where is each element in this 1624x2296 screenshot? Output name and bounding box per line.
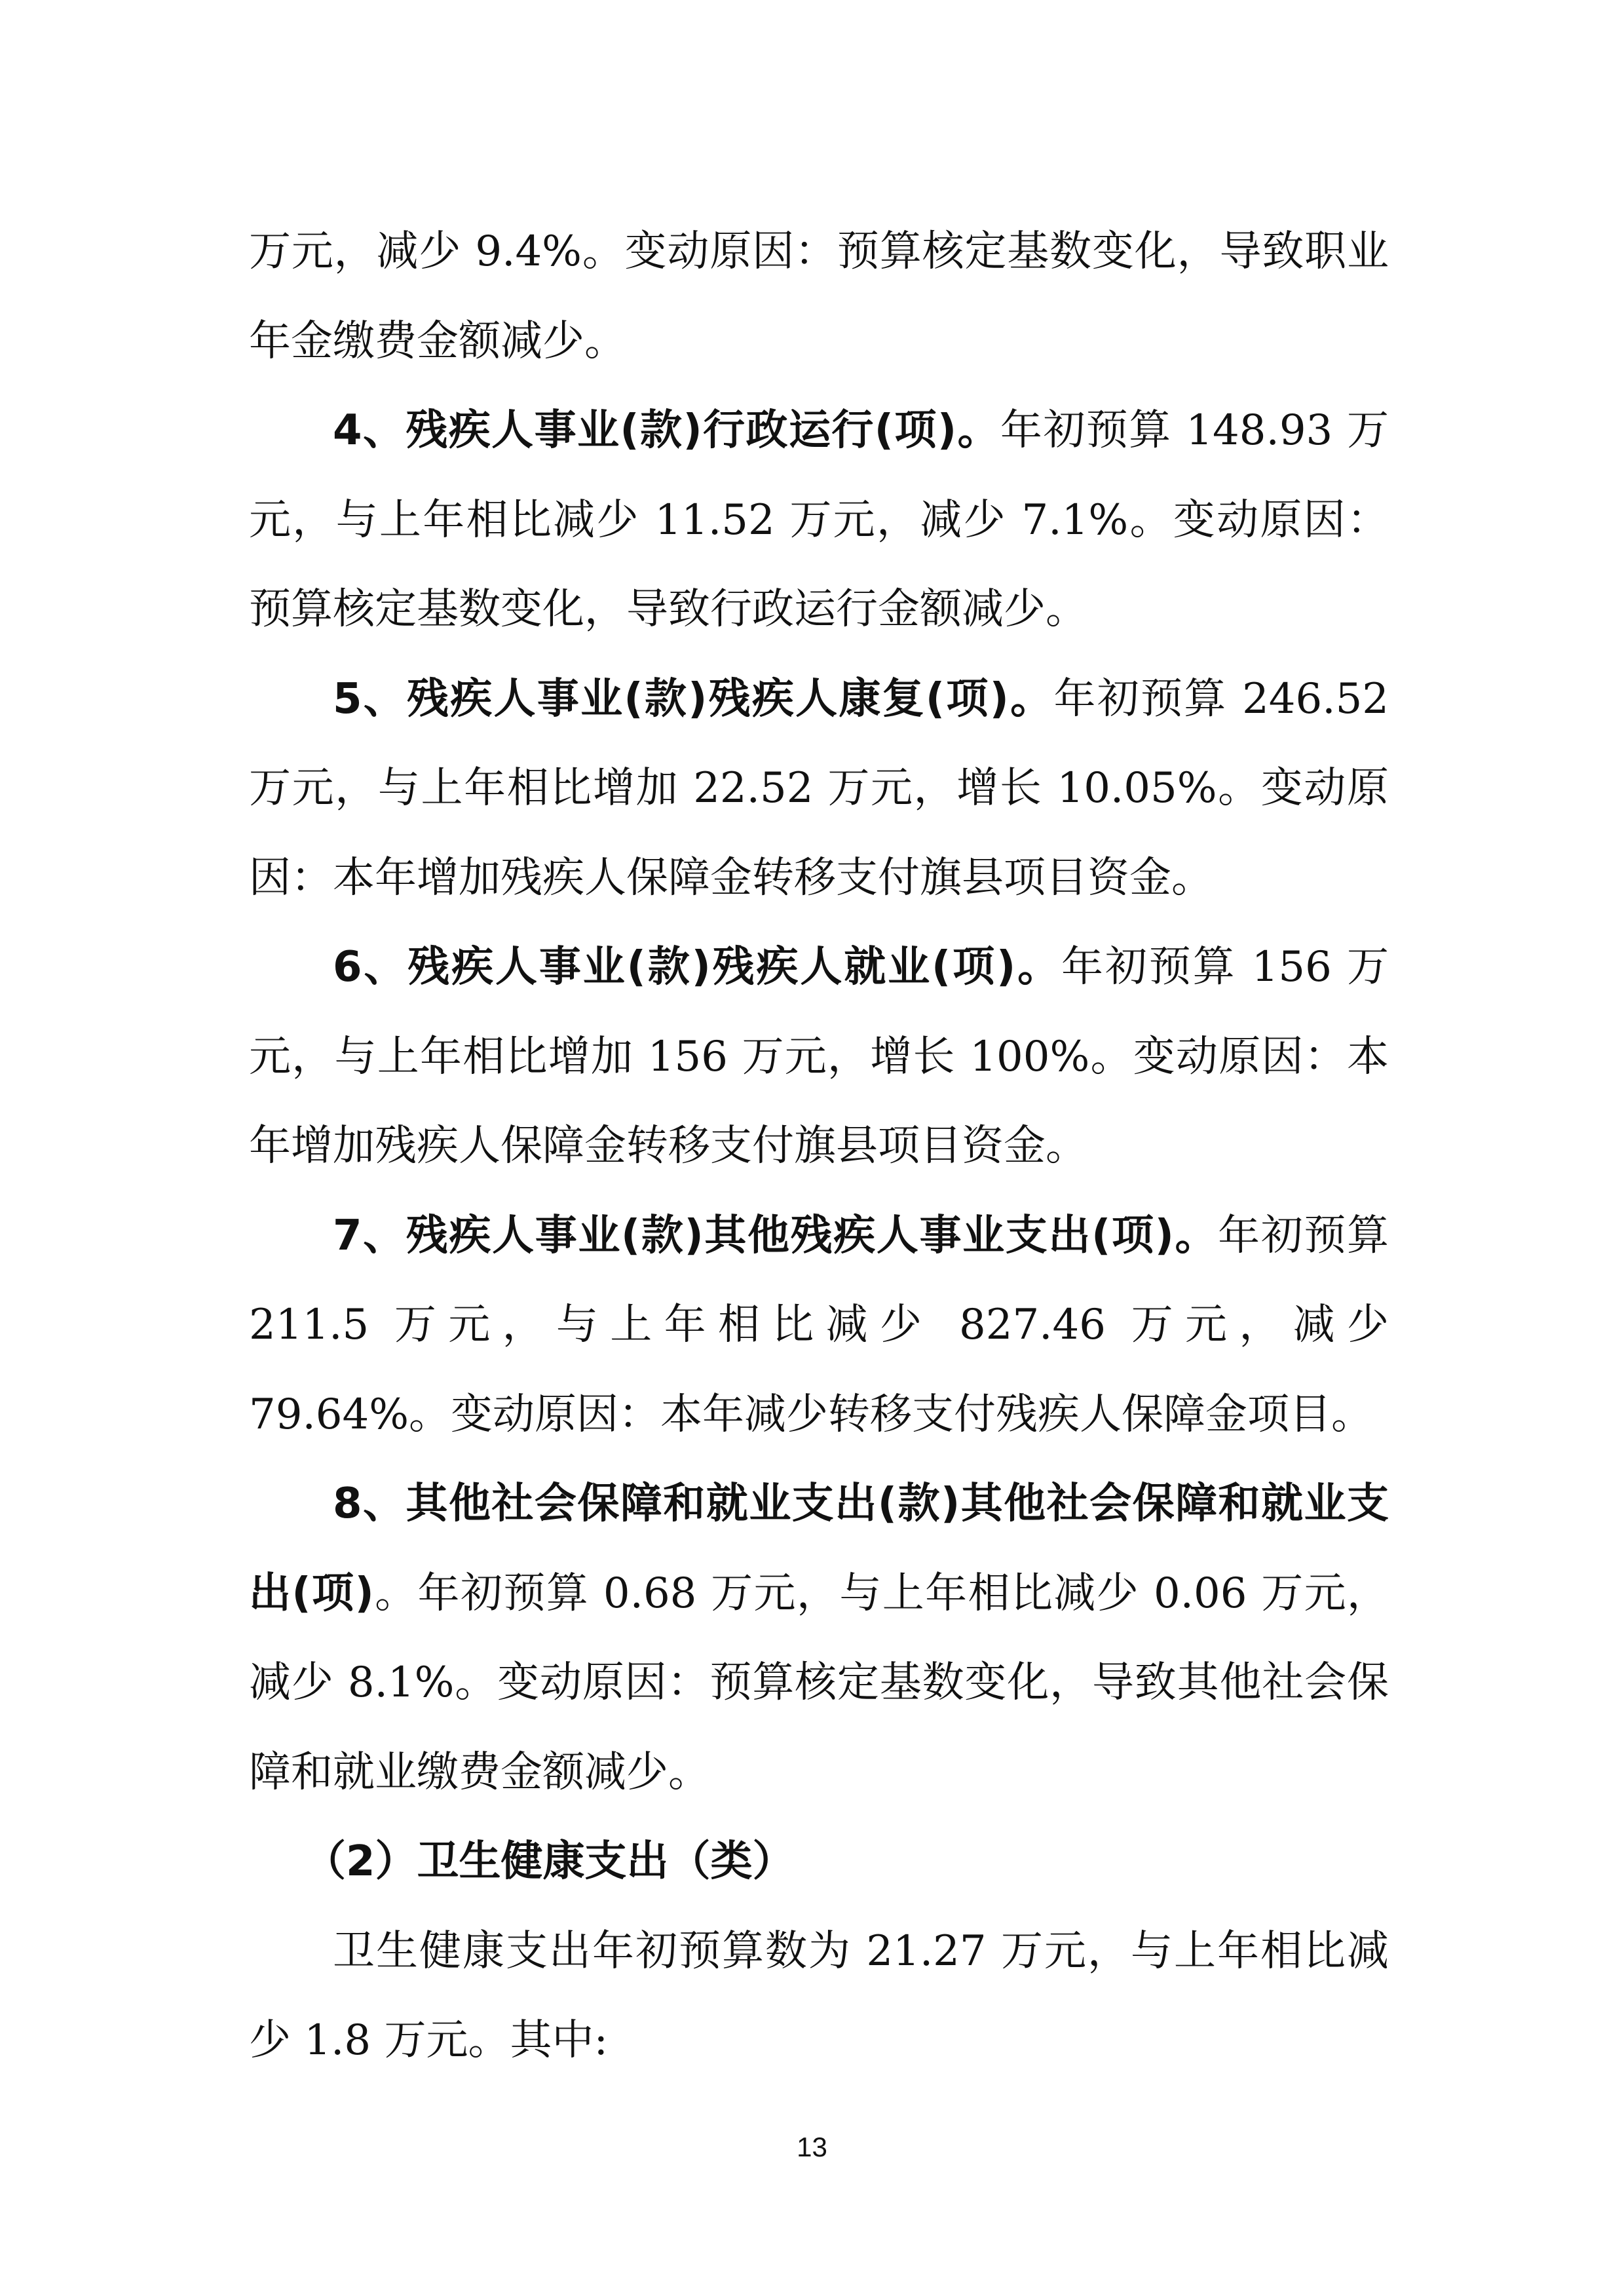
paragraph-text: 年初预算 246.52 万元，与上年相比增加 22.52 万元，增长 10.05%。变动原因：本年增加残疾人保障金转移支付旗县项目资金。 — [249, 674, 1389, 902]
item-heading: 7、残疾人事业(款)其他残疾人事业支出(项)。 — [333, 1211, 1218, 1260]
paragraph-text: 。年初预算 0.68 万元，与上年相比减少 0.06 万元，减少 8.1%。变动原因：预算核定基数变化，导致其他社会保障和就业缴费金额减少。 — [249, 1569, 1389, 1797]
paragraph-item-4 — [249, 386, 1389, 655]
paragraph-item-8 — [249, 1459, 1389, 1817]
paragraph-item-7 — [249, 1191, 1389, 1460]
paragraph-text: 万元，减少 9.4%。变动原因：预算核定基数变化，导致职业年金缴费金额减少。 — [249, 227, 1389, 366]
paragraph-text: 年初预算 156 万元，与上年相比增加 156 万元，增长 100%。变动原因：本年增加残疾人保障金转移支付旗县项目资金。 — [249, 943, 1389, 1170]
page-number: 13 — [797, 2132, 827, 2162]
item-heading: 8、其他社会保障和就业支出(款)其他社会保障和就业支出(项) — [249, 1480, 1389, 1618]
paragraph-item-6 — [249, 923, 1389, 1191]
document-body — [249, 207, 1389, 2086]
item-heading: 6、残疾人事业(款)残疾人就业(项)。 — [333, 943, 1061, 991]
paragraph-text: 年初预算 148.93 万元，与上年相比减少 11.52 万元，减少 7.1%。变动原因：预算核定基数变化，导致行政运行金额减少。 — [249, 406, 1389, 634]
paragraph-item-5 — [249, 655, 1389, 923]
item-heading: 4、残疾人事业(款)行政运行(项)。 — [333, 406, 1000, 455]
paragraph-text: 年初预算 211.5 万元，与上年相比减少 827.46 万元，减少 79.64%。变动原因：本年减少转移支付残疾人保障金项目。 — [249, 1211, 1389, 1439]
item-heading: 5、残疾人事业(款)残疾人康复(项)。 — [333, 674, 1054, 723]
paragraph-continuation — [249, 207, 1389, 386]
section-heading: （2）卫生健康支出（类） — [304, 1837, 795, 1886]
summary-paragraph: 卫生健康支出年初预算数为 21.27 万元，与上年相比减少 1.8 万元。其中: — [249, 1926, 1389, 2065]
